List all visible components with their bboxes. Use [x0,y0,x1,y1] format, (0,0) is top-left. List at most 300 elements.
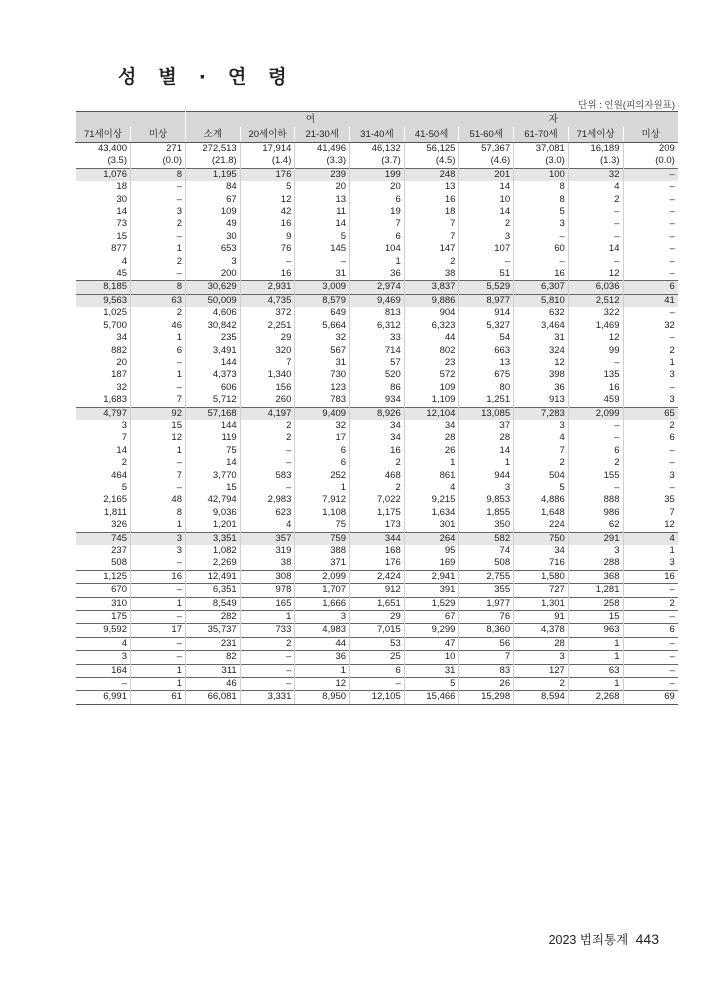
table-cell: 30,629 [186,281,241,294]
table-cell: 16 [568,382,623,394]
table-cell: 36 [350,268,405,281]
table-cell: 29 [350,611,405,624]
table-cell: 272,513 [186,143,241,156]
table-cell: 1,634 [404,507,459,519]
table-cell: – [131,584,186,597]
table-cell: 7 [459,651,514,664]
table-cell: 6 [350,194,405,206]
table-cell: 877 [111,243,127,255]
table-cell: 156 [240,382,295,394]
table-cell: 100 [514,168,569,181]
table-cell: – [131,194,186,206]
table-cell: 4,373 [186,369,241,381]
table-cell: 23 [404,357,459,369]
table-cell: 9,036 [186,507,241,519]
table-cell: 3 [121,419,127,431]
table-cell: 8,950 [295,691,350,704]
table-cell: 30,842 [186,320,241,332]
column-header: 31-40세 [350,127,405,143]
table-cell: 30 [186,231,241,243]
table-cell: 4 [568,181,623,193]
table-cell: 350 [459,519,514,532]
table-cell: 45 [116,268,127,280]
table-cell: 12,104 [404,407,459,420]
table-cell: 13 [404,181,459,193]
table-cell: 288 [568,557,623,570]
table-cell: 264 [404,532,459,545]
table-cell: 6 [131,345,186,357]
column-header: 71세이상 [568,127,623,143]
table-cell: – [131,637,186,650]
table-cell: 1 [568,651,623,664]
table-cell: 310 [76,597,131,610]
table-cell: 3 [459,231,514,243]
table-cell: 1 [131,519,186,532]
table-cell: 355 [459,584,514,597]
table-cell: – [623,382,678,394]
table-cell: 388 [295,545,350,557]
table-cell: 4 [623,532,678,545]
table-cell: 164 [76,664,131,677]
table-cell: 1,811 [103,506,127,518]
table-cell: 912 [350,584,405,597]
table-cell: – [131,457,186,469]
table-cell: 56,125 [404,143,459,156]
table-cell: 391 [404,584,459,597]
table-cell: 8 [131,168,186,181]
table-cell: 7 [623,507,678,519]
table-cell: 1,201 [186,519,241,532]
table-cell: 7,015 [350,624,405,637]
table-cell: 2,099 [568,407,623,420]
table-cell: – [623,194,678,206]
table-row [76,155,678,168]
table-cell: 802 [404,345,459,357]
table-cell: 2 [350,457,405,469]
table-cell: 35,737 [186,624,241,637]
table-cell: 1 [568,678,623,691]
table-cell: 258 [568,597,623,610]
table-cell: 3 [514,420,569,432]
table-cell: 14 [459,445,514,457]
table-cell: 248 [404,168,459,181]
table-cell: 13,085 [459,407,514,420]
table-cell: 398 [514,369,569,381]
table-cell: – [623,611,678,624]
table-cell: 28 [514,637,569,650]
table-cell: 1,707 [295,584,350,597]
table-cell: 783 [295,394,350,407]
table-row [76,482,678,494]
table-cell: – [623,181,678,193]
table-cell: 69 [623,691,678,704]
table-cell: 4,735 [240,294,295,307]
table-cell: 322 [568,307,623,319]
table-cell: 252 [295,470,350,482]
table-cell: – [131,181,186,193]
table-cell: 4,197 [240,407,295,420]
table-row [76,369,678,381]
table-cell: 1,251 [459,394,514,407]
table-cell: (1.4) [240,155,295,168]
table-cell: 46 [186,678,241,691]
table-cell: 51 [459,268,514,281]
table-cell: 7 [404,218,459,230]
table-cell: 508 [459,557,514,570]
table-cell: 914 [459,307,514,319]
table-cell: 464 [111,469,127,481]
table-cell: 5 [514,482,569,494]
table-cell: 3 [131,532,186,545]
table-cell: (3.3) [295,155,350,168]
table-cell: 714 [350,345,405,357]
table-row [76,494,678,506]
table-cell: 41,496 [295,143,350,156]
table-cell: 5 [404,678,459,691]
column-header: 51-60세 [459,127,514,143]
table-row [76,507,678,519]
table-cell: 3 [131,206,186,218]
table-cell: 15 [131,420,186,432]
table-cell: – [568,206,623,218]
table-cell: – [623,168,678,181]
table-cell: 583 [240,470,295,482]
table-cell: 144 [186,420,241,432]
table-cell: 3 [623,557,678,570]
table-cell: 123 [295,382,350,394]
table-cell: 1 [131,678,186,691]
table-cell: 8,926 [350,407,405,420]
table-cell: 1,281 [568,584,623,597]
table-cell: 1 [623,545,678,557]
table-cell: 80 [459,382,514,394]
table-cell: 16 [623,570,678,583]
table-cell: 326 [111,519,127,531]
table-cell: 1 [131,332,186,344]
table-cell: – [240,256,295,268]
table-cell: – [623,332,678,344]
table-cell: 31 [514,332,569,344]
table-cell: 2 [350,482,405,494]
table-cell: 319 [240,545,295,557]
table-row [76,394,678,407]
table-cell: 3,464 [514,320,569,332]
statistics-table [75,111,678,705]
table-cell: 57 [350,357,405,369]
table-cell: – [568,357,623,369]
table-cell: 82 [186,651,241,664]
table-cell: 75 [295,519,350,532]
table-row [76,597,678,610]
table-cell: 63 [568,664,623,677]
table-cell: 1 [350,256,405,268]
table-cell: – [76,678,131,691]
table-cell: – [623,445,678,457]
table-cell: 14 [295,218,350,230]
table-row [76,457,678,469]
table-cell: 33 [350,332,405,344]
table-cell: 311 [186,664,241,677]
table-cell: 888 [568,494,623,506]
table-cell: 31 [295,268,350,281]
table-cell: 978 [240,584,295,597]
table-cell: 4,886 [514,494,569,506]
table-cell: 46 [131,320,186,332]
table-cell: 7,912 [295,494,350,506]
table-cell: – [623,651,678,664]
table-row [76,194,678,206]
table-cell: 43,400 [97,143,127,154]
table-cell: – [240,664,295,677]
table-cell: 1,469 [568,320,623,332]
table-cell: 32 [295,420,350,432]
table-cell: 934 [350,394,405,407]
table-cell: 1 [131,664,186,677]
table-cell: 9,563 [76,294,131,307]
table-cell: 8 [131,281,186,294]
table-cell: 14 [186,457,241,469]
title-char: 연 [227,66,247,88]
table-cell: 57,367 [459,143,514,156]
table-cell: 38 [404,268,459,281]
table-cell: 147 [404,243,459,255]
table-cell: 201 [459,168,514,181]
table-row [76,557,678,570]
table-cell: 670 [76,584,131,597]
table-cell: 67 [186,194,241,206]
title-char: · [198,66,206,88]
table-cell: 5,529 [459,281,514,294]
table-cell: 34 [350,432,405,444]
table-cell: 6,312 [350,320,405,332]
table-cell: – [623,678,678,691]
table-cell: 1,125 [76,570,131,583]
table-cell: 653 [186,243,241,255]
table-cell: 8 [131,507,186,519]
table-cell: – [295,256,350,268]
table-cell: (3.0) [514,155,569,168]
table-row [76,294,678,307]
table-row [76,218,678,230]
table-row [76,432,678,444]
table-cell: (0.0) [623,155,678,168]
table-cell: 42 [240,206,295,218]
table-cell: 7 [131,394,186,407]
table-cell: 34 [514,545,569,557]
table-cell: 504 [514,470,569,482]
table-cell: 2 [568,194,623,206]
table-cell: 6 [295,457,350,469]
table-cell: 2,755 [459,570,514,583]
table-cell: 4,606 [186,307,241,319]
column-header: 미상 [131,127,186,143]
table-cell: 8 [514,181,569,193]
table-cell: 368 [568,570,623,583]
table-row [76,243,678,255]
table-cell: 48 [131,494,186,506]
table-cell: 37,081 [514,143,569,156]
table-cell: 176 [240,168,295,181]
table-cell: (1.3) [568,155,623,168]
table-cell: 13 [459,357,514,369]
table-cell: (3.7) [350,155,405,168]
table-row [76,268,678,281]
table-cell: 74 [459,545,514,557]
table-cell: 28 [404,432,459,444]
table-cell: 3 [76,651,131,664]
table-cell: – [623,243,678,255]
table-cell: (21.8) [186,155,241,168]
table-cell: 520 [350,369,405,381]
table-cell: 9 [240,231,295,243]
table-cell: 63 [131,294,186,307]
table-cell: – [623,584,678,597]
table-row [76,382,678,394]
table-cell: 224 [514,519,569,532]
table-cell: 675 [459,369,514,381]
table-cell: 231 [186,637,241,650]
table-cell: 62 [568,519,623,532]
table-cell: 9,592 [76,624,131,637]
table-cell: 4 [121,255,127,267]
book-title: 2023 범죄통계 [548,933,629,947]
table-cell: – [623,206,678,218]
table-cell: 6,991 [76,691,131,704]
table-cell: 14 [116,444,127,456]
table-cell: 54 [459,332,514,344]
table-cell: 4,797 [76,407,131,420]
table-row [76,307,678,319]
table-cell: 1,301 [514,597,569,610]
table-cell: 4 [76,637,131,650]
table-cell: – [568,432,623,444]
table-cell: 4 [240,519,295,532]
table-cell: 10 [459,194,514,206]
table-cell: 716 [514,557,569,570]
table-cell: 2,099 [295,570,350,583]
title-char: 성 [118,66,137,88]
table-cell: 16 [350,445,405,457]
table-row [76,357,678,369]
page-number: 443 [635,931,659,947]
table-cell: 5 [514,206,569,218]
table-cell: 3,331 [240,691,295,704]
column-header-row [76,127,678,143]
table-cell: 1,175 [350,507,405,519]
table-cell: 1 [295,482,350,494]
table-cell: 109 [186,206,241,218]
table-cell: 168 [350,545,405,557]
header-female [186,112,678,128]
table-cell: 35 [623,494,678,506]
table-cell: 12 [240,194,295,206]
table-cell: 12 [568,268,623,281]
table-row [76,143,678,156]
table-cell: 291 [568,532,623,545]
table-cell: 95 [404,545,459,557]
table-cell: 2,269 [186,557,241,570]
table-cell: 8,977 [459,294,514,307]
table-cell: 135 [568,369,623,381]
table-cell: 67 [404,611,459,624]
table-cell: 66,081 [186,691,241,704]
table-cell: 237 [111,545,127,556]
table-cell: – [131,357,186,369]
table-cell: 745 [76,532,131,545]
table-cell: 4 [514,432,569,444]
table-cell: 15,298 [459,691,514,704]
table-cell: 56 [459,637,514,650]
table-cell: 508 [111,557,127,569]
table-cell: 759 [295,532,350,545]
table-row [76,611,678,624]
table-cell: 239 [295,168,350,181]
table-cell: 308 [240,570,295,583]
table-cell: 727 [514,584,569,597]
table-cell: 20 [116,356,127,368]
table-cell: 2 [623,420,678,432]
table-cell: 282 [186,611,241,624]
table-cell: 91 [514,611,569,624]
table-cell: 1,855 [459,507,514,519]
table-cell: 4 [404,482,459,494]
table-row [76,231,678,243]
table-cell: 3 [131,545,186,557]
table-cell: 7 [350,218,405,230]
table-cell: – [131,482,186,494]
table-cell: 459 [568,394,623,407]
table-cell: 107 [459,243,514,255]
table-cell: – [459,256,514,268]
table-cell: 2 [623,597,678,610]
table-cell: 49 [186,218,241,230]
table-cell: 904 [404,307,459,319]
table-cell: 2 [121,457,127,469]
table-cell: 468 [350,470,405,482]
table-cell: 11 [295,206,350,218]
table-cell: 1 [131,597,186,610]
table-cell: 1,648 [514,507,569,519]
table-cell: – [131,231,186,243]
table-cell: 26 [404,445,459,457]
table-cell: 9,469 [350,294,405,307]
table-row [76,545,678,557]
table-cell: 1,340 [240,369,295,381]
table-cell: 344 [350,532,405,545]
table-cell: 187 [111,369,127,381]
table-cell: 9,886 [404,294,459,307]
table-cell: 357 [240,532,295,545]
table-cell: 92 [131,407,186,420]
table-cell: 5 [295,231,350,243]
table-cell: 2,424 [350,570,405,583]
table-cell: – [623,637,678,650]
table-cell: 3 [623,394,678,407]
table-cell: 75 [186,445,241,457]
table-cell: 109 [404,382,459,394]
table-cell: – [131,611,186,624]
table-cell: 572 [404,369,459,381]
table-cell: 14 [459,206,514,218]
table-cell: 5,664 [295,320,350,332]
table-cell: 119 [186,432,241,444]
table-cell: 44 [295,637,350,650]
table-row [76,407,678,420]
table-cell: 3,009 [295,281,350,294]
table-cell: – [240,651,295,664]
table-cell: 53 [350,637,405,650]
table-cell: 165 [240,597,295,610]
